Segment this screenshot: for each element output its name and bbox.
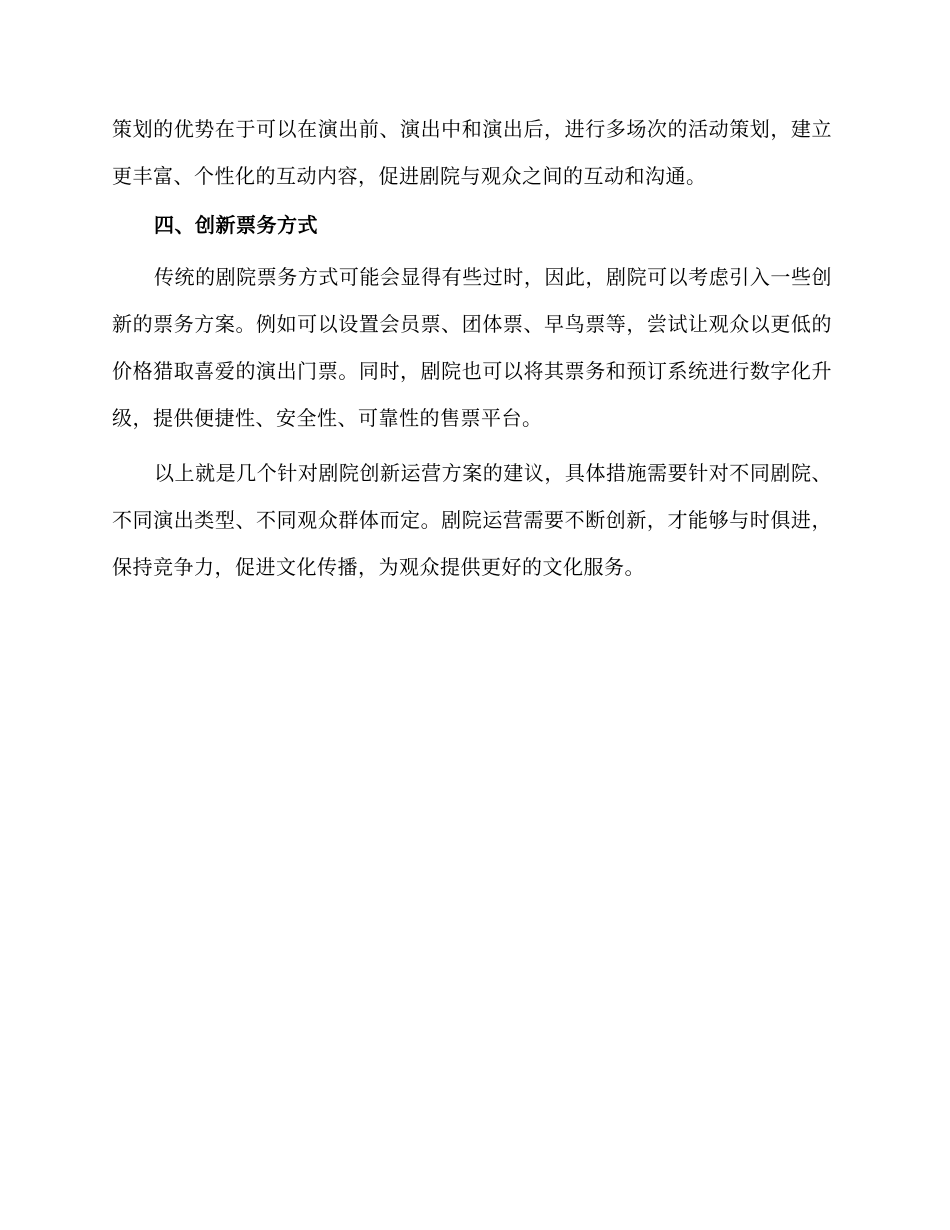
paragraph-continuation: 策划的优势在于可以在演出前、演出中和演出后，进行多场次的活动策划，建立更丰富、个性化的互动内容，促进剧院与观众之间的互动和沟通。 [112,117,832,188]
paragraph-conclusion: 以上就是几个针对剧院创新运营方案的建议，具体措施需要针对不同剧院、不同演出类型、不同观众群体而定。剧院运营需要不断创新，才能够与时俱进，保持竞争力，促进文化传播，为观众提供更好的文化服务。 [112,461,832,579]
section-heading: 四、创新票务方式 [154,213,318,237]
document-page [112,106,832,591]
paragraph-gap [112,442,832,450]
paragraph-ticketing: 传统的剧院票务方式可能会显得有些过时，因此，剧院可以考虑引入一些创新的票务方案。例如可以设置会员票、团体票、早鸟票等，尝试让观众以更低的价格猎取喜爱的演出门票。同时，剧院也可以将其票务和预订系统进行数字化升级，提供便捷性、安全性、可靠性的售票平台。 [112,265,832,430]
